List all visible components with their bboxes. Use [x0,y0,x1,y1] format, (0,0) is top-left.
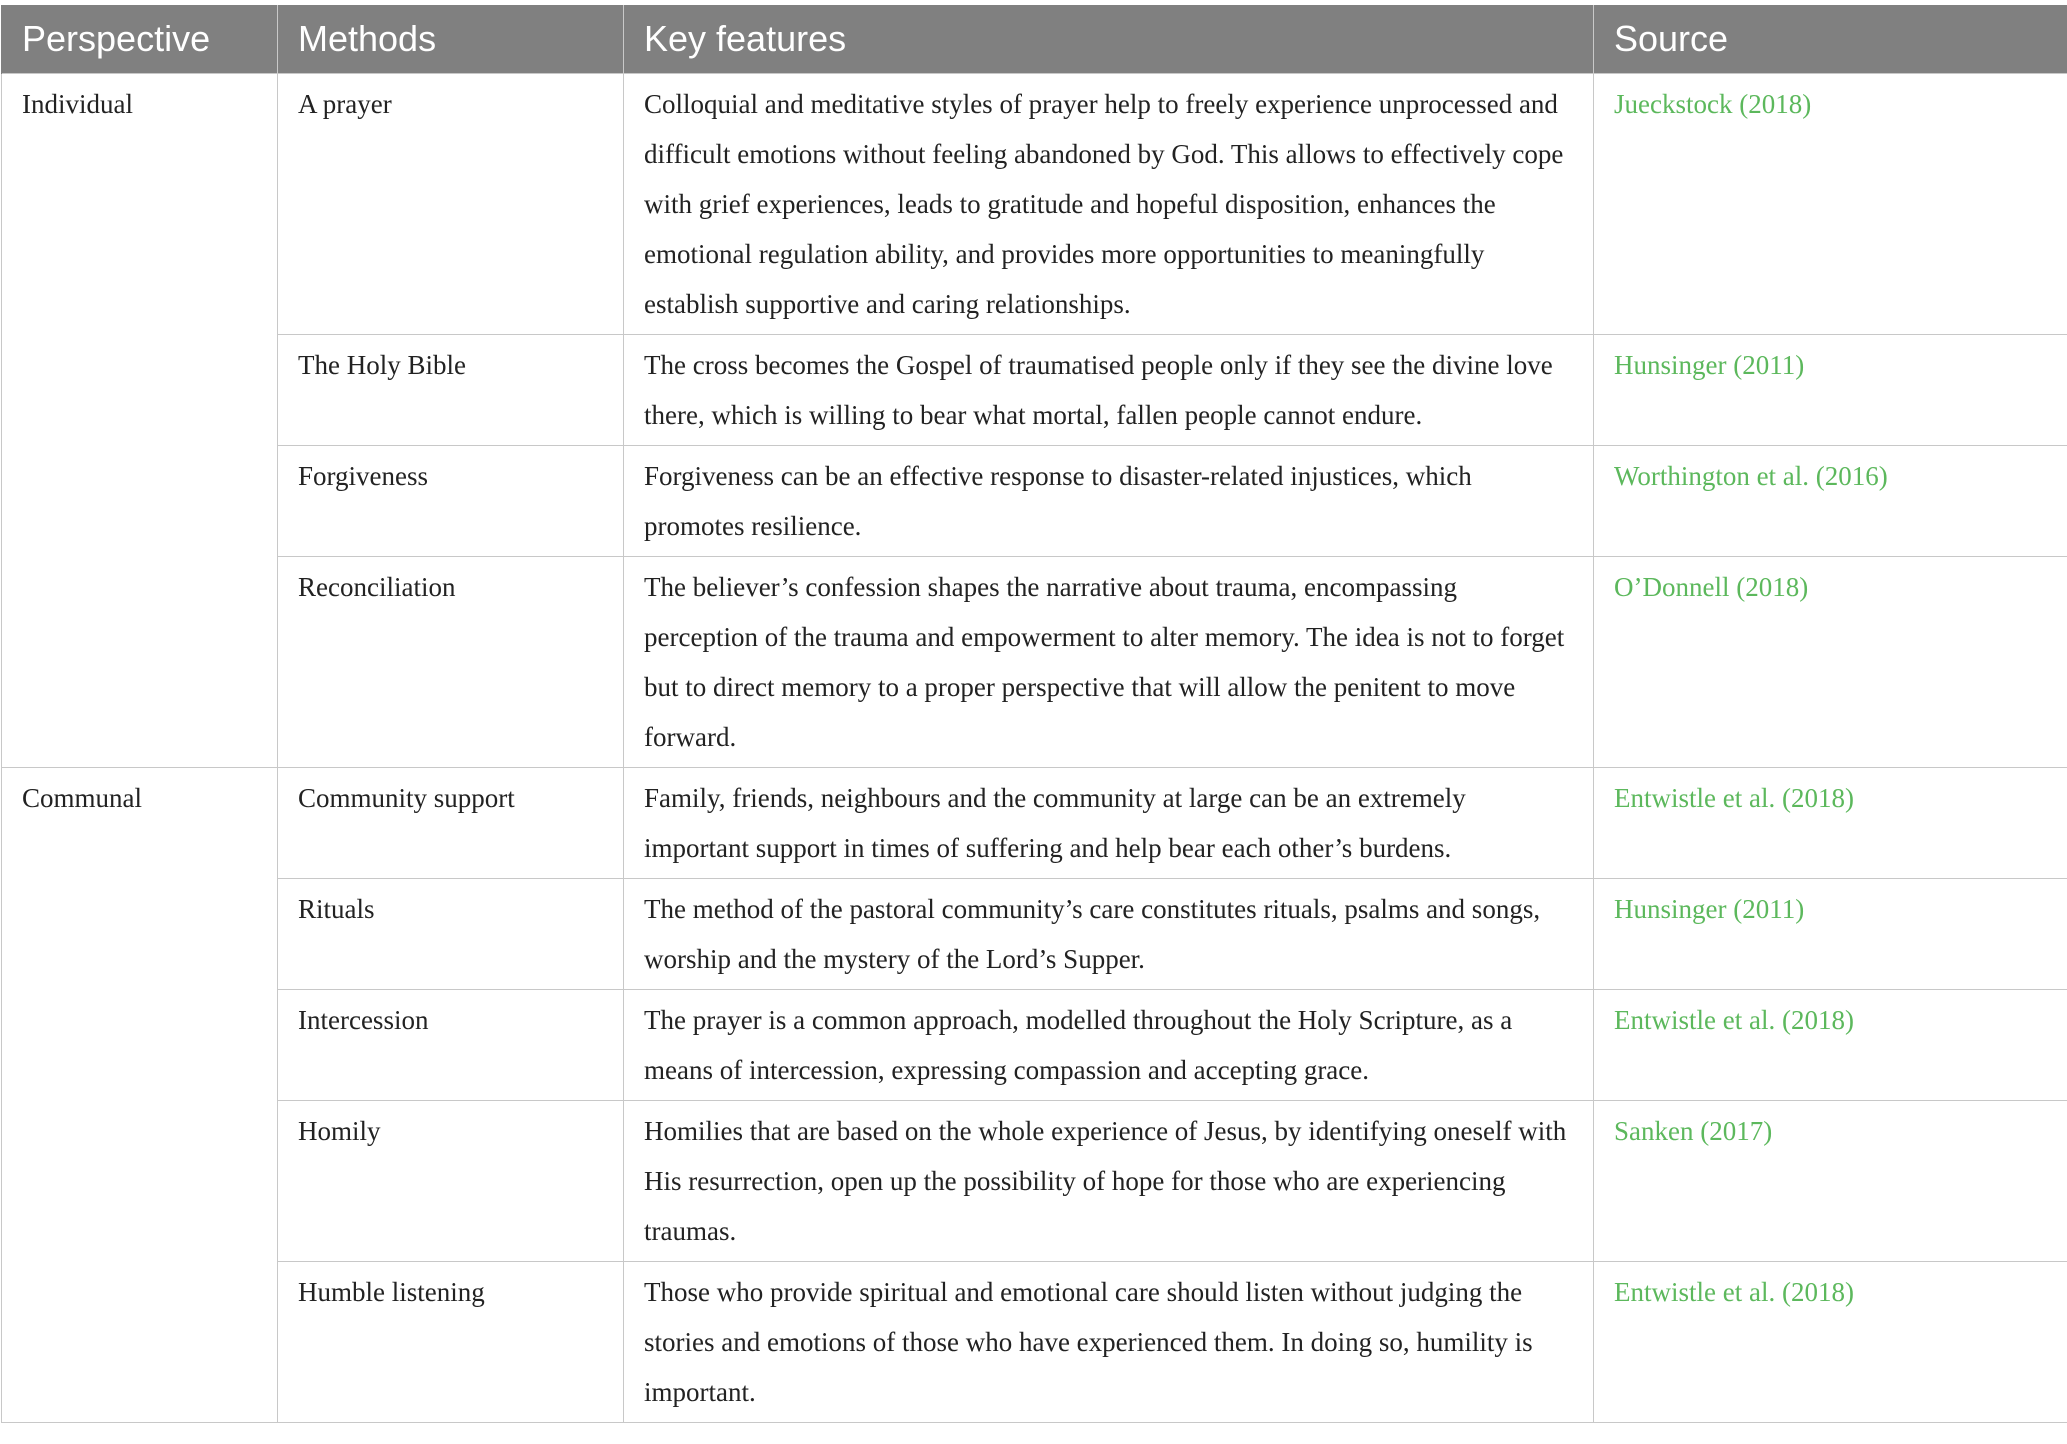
source-link[interactable]: Sanken (2017) [1594,1101,2067,1262]
method-cell: Intercession [278,990,624,1101]
table-row [2,446,2067,557]
method-cell: Homily [278,1101,624,1262]
method-cell: Rituals [278,879,624,990]
table-row [2,74,2067,335]
method-cell: The Holy Bible [278,335,624,446]
method-cell: Community support [278,768,624,879]
table-row [2,879,2067,990]
features-cell: The prayer is a common approach, modelled throughout the Holy Scripture, as a means of intercession, expressing compassion and accepting grace. [624,990,1594,1101]
features-cell: Family, friends, neighbours and the community at large can be an extremely important support in times of suffering and help bear each other’s burdens. [624,768,1594,879]
methods-table [1,5,2067,1423]
table-row [2,1101,2067,1262]
method-cell: Forgiveness [278,446,624,557]
source-link[interactable]: Entwistle et al. (2018) [1594,990,2067,1101]
source-link[interactable]: O’Donnell (2018) [1594,557,2067,768]
source-link[interactable]: Jueckstock (2018) [1594,74,2067,335]
method-cell: Reconciliation [278,557,624,768]
header-perspective: Perspective [2,5,278,74]
method-cell: A prayer [278,74,624,335]
source-link[interactable]: Hunsinger (2011) [1594,879,2067,990]
source-link[interactable]: Worthington et al. (2016) [1594,446,2067,557]
header-key-features: Key features [624,5,1594,74]
features-cell: Those who provide spiritual and emotional care should listen without judging the stories and emotions of those who have experienced them. In doing so, humility is important. [624,1262,1594,1423]
features-cell: Forgiveness can be an effective response to disaster-related injustices, which promotes resilience. [624,446,1594,557]
features-cell: The cross becomes the Gospel of traumatised people only if they see the divine love there, which is willing to bear what mortal, fallen people cannot endure. [624,335,1594,446]
perspective-cell-individual: Individual [2,74,278,768]
method-cell: Humble listening [278,1262,624,1423]
perspective-cell-communal: Communal [2,768,278,1423]
header-methods: Methods [278,5,624,74]
features-cell: The method of the pastoral community’s care constitutes rituals, psalms and songs, worship and the mystery of the Lord’s Supper. [624,879,1594,990]
features-cell: Colloquial and meditative styles of prayer help to freely experience unprocessed and difficult emotions without feeling abandoned by God. This allows to effectively cope with grief experiences, leads to gratitude and hopeful disposition, enhances the emotional regulation ability, and provides more opportunities to meaningfully establish supportive and caring relationships. [624,74,1594,335]
table-row [2,335,2067,446]
source-link[interactable]: Hunsinger (2011) [1594,335,2067,446]
header-row [2,5,2067,74]
features-cell: Homilies that are based on the whole experience of Jesus, by identifying oneself with His resurrection, open up the possibility of hope for those who are experiencing traumas. [624,1101,1594,1262]
table-row [2,768,2067,879]
source-link[interactable]: Entwistle et al. (2018) [1594,1262,2067,1423]
source-link[interactable]: Entwistle et al. (2018) [1594,768,2067,879]
features-cell: The believer’s confession shapes the narrative about trauma, encompassing perception of the trauma and empowerment to alter memory. The idea is not to forget but to direct memory to a proper perspective that will allow the penitent to move forward. [624,557,1594,768]
table-row [2,557,2067,768]
header-source: Source [1594,5,2067,74]
table-row [2,1262,2067,1423]
table-row [2,990,2067,1101]
